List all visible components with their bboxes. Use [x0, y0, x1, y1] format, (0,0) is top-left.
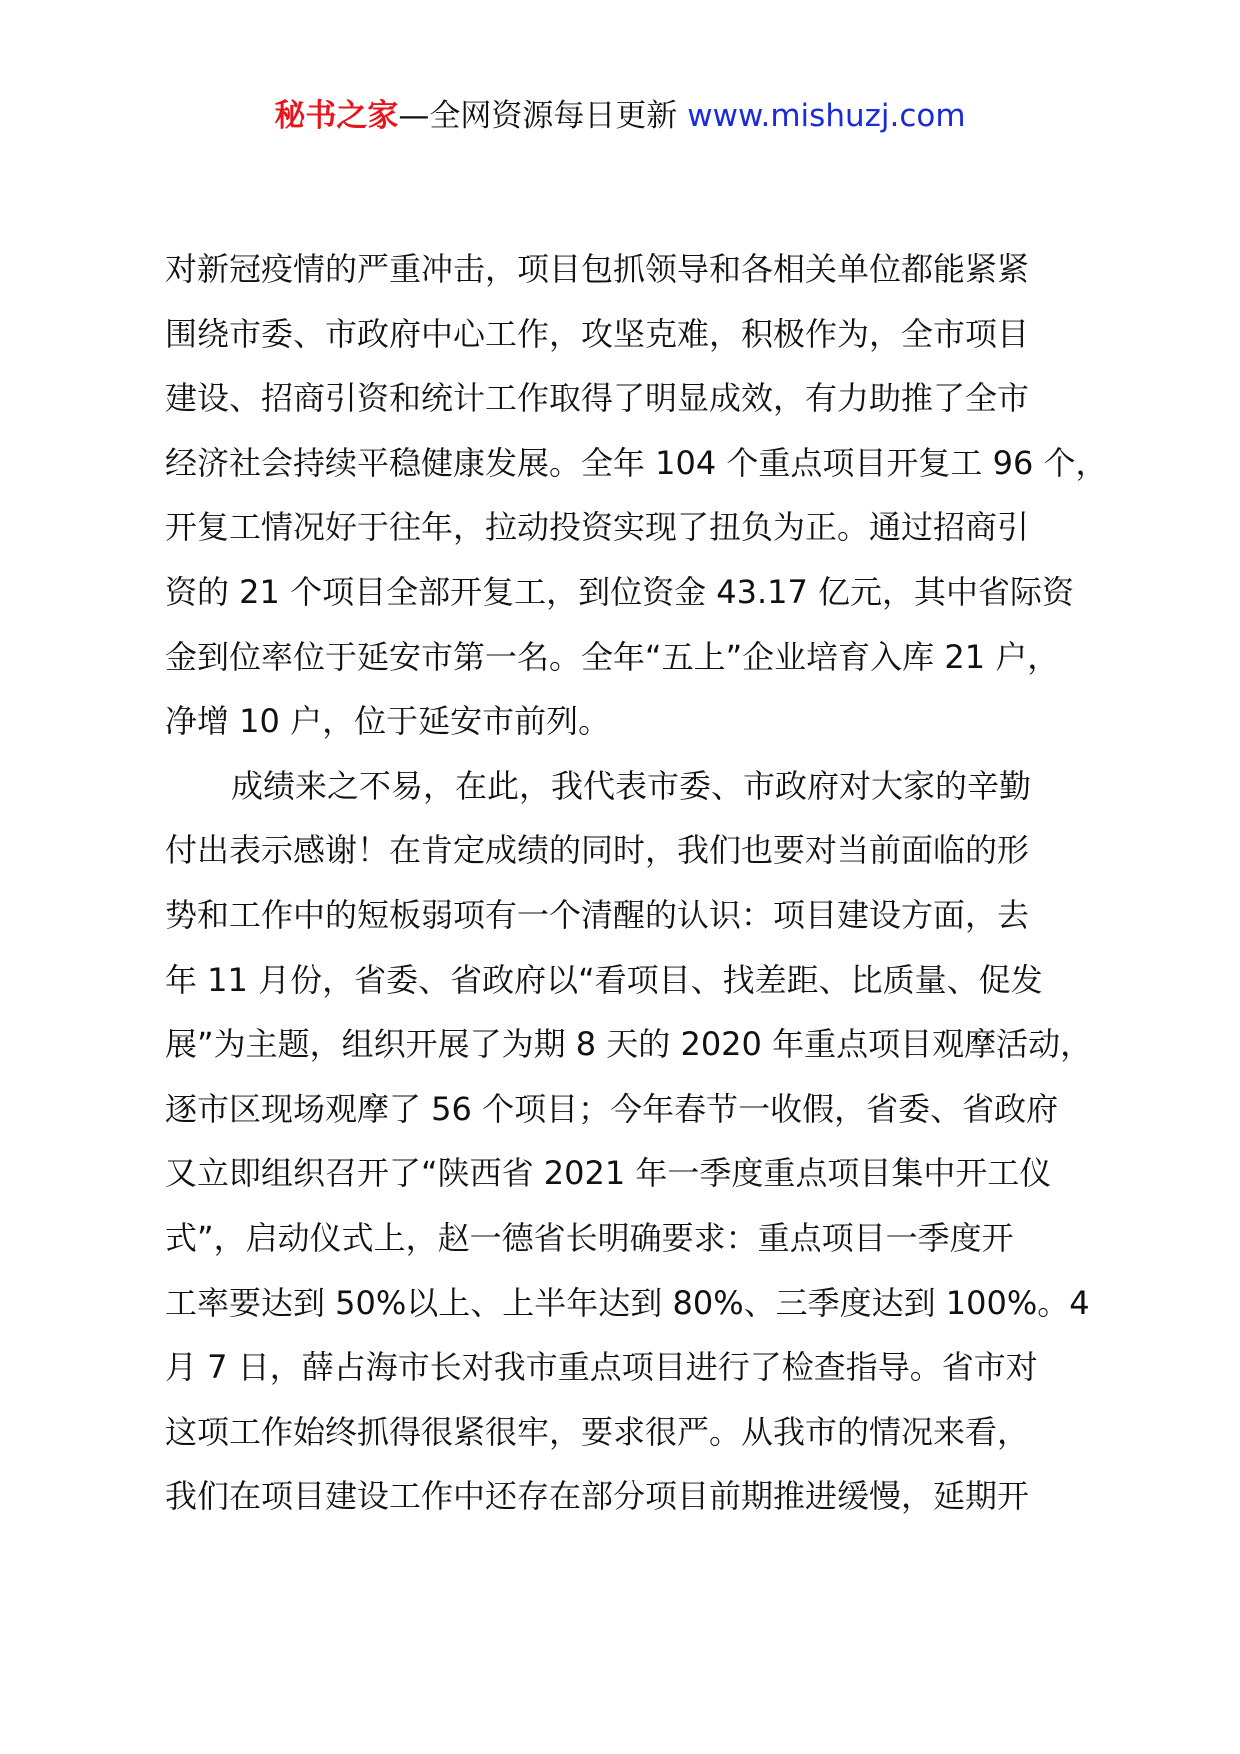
text-line: 我们在项目建设工作中还存在部分项目前期推进缓慢，延期开: [165, 1477, 1030, 1516]
text-line: 年 11 月份，省委、省政府以“看项目、找差距、比质量、促发: [165, 960, 1043, 999]
text-line: 付出表示感谢！在肯定成绩的同时，我们也要对当前面临的形: [165, 831, 1030, 870]
text-line: 式”，启动仪式上，赵一德省长明确要求：重点项目一季度开: [165, 1218, 1014, 1257]
text-line: 围绕市委、市政府中心工作，攻坚克难，积极作为，全市项目: [165, 314, 1030, 353]
site-url-link[interactable]: www.mishuzj.com: [687, 98, 966, 134]
paragraph-2: [165, 754, 1110, 1529]
text-line: 又立即组织召开了“陕西省 2021 年一季度重点项目集中开工仪: [165, 1154, 1052, 1193]
text-line: 势和工作中的短板弱项有一个清醒的认识：项目建设方面，去: [165, 895, 1030, 934]
text-line: 工率要达到 50%以上、上半年达到 80%、三季度达到 100%。4: [165, 1283, 1090, 1322]
document-body: [165, 237, 1110, 1529]
text-line: 经济社会持续平稳健康发展。全年 104 个重点项目开复工 96 个，: [165, 443, 1108, 482]
site-brand: 秘书之家: [274, 98, 399, 134]
text-line: 金到位率位于延安市第一名。全年“五上”企业培育入库 21 户，: [165, 637, 1060, 676]
site-tagline: —全网资源每日更新: [398, 98, 688, 134]
text-line: 开复工情况好于往年，拉动投资实现了扭负为正。通过招商引: [165, 508, 1030, 547]
text-line: 成绩来之不易，在此，我代表市委、市政府对大家的辛勤: [231, 766, 1032, 805]
page-header: [0, 96, 1240, 136]
text-line: 展”为主题，组织开展了为期 8 天的 2020 年重点项目观摩活动，: [165, 1025, 1093, 1064]
paragraph-1: [165, 237, 1110, 754]
text-line: 月 7 日，薛占海市长对我市重点项目进行了检查指导。省市对: [165, 1348, 1038, 1387]
text-line: 这项工作始终抓得很紧很牢，要求很严。从我市的情况来看，: [165, 1412, 1030, 1451]
text-line: 净增 10 户，位于延安市前列。: [165, 702, 611, 741]
text-line: 对新冠疫情的严重冲击，项目包抓领导和各相关单位都能紧紧: [165, 250, 1030, 288]
text-line: 逐市区现场观摩了 56 个项目；今年春节一收假，省委、省政府: [165, 1089, 1059, 1128]
text-line: 资的 21 个项目全部开复工，到位资金 43.17 亿元，其中省际资: [165, 572, 1075, 611]
text-line: 建设、招商引资和统计工作取得了明显成效，有力助推了全市: [165, 379, 1030, 418]
